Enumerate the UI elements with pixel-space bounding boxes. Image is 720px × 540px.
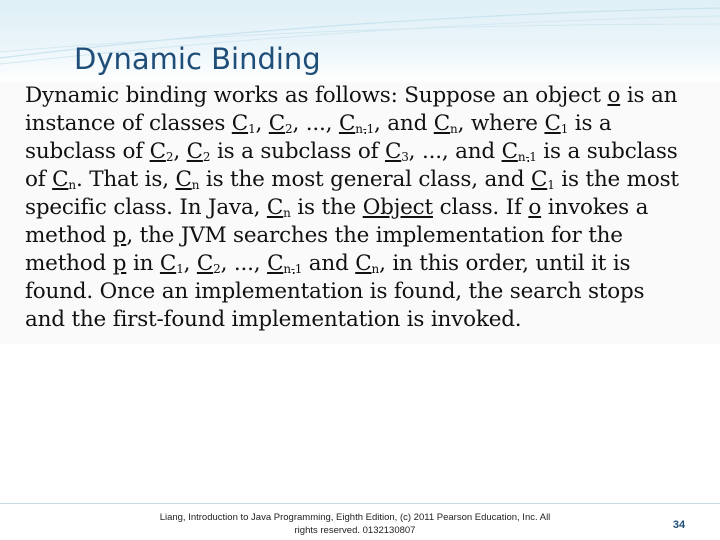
body-line: Dynamic binding works as follows: Suppose an object o is an — [25, 83, 678, 108]
page-number: 34 — [672, 519, 686, 531]
footer-line: rights reserved. 0132130807 — [294, 525, 416, 536]
slide-body — [25, 82, 715, 334]
body-line: found. Once an implementation is found, the search stops — [25, 279, 645, 304]
body-line: and the first-found implementation is invoked. — [25, 307, 522, 332]
footer-divider — [0, 503, 720, 504]
body-line: of $C_n$. That is, $C_n$ is the most general class, and $C_1$ is the most — [25, 167, 679, 192]
slide-title: Dynamic Binding — [74, 42, 321, 76]
footer-line: Liang, Introduction to Java Programming, Eighth Edition, (c) 2011 Pearson Education, Inc. All — [159, 512, 551, 523]
body-line: specific class. In Java, $C_n$ is the Object class. If o invokes a — [25, 195, 649, 220]
body-line: method p, the JVM searches the implementation for the — [25, 223, 623, 248]
body-line: subclass of $C_2$, $C_2$ is a subclass of $C_3$, ..., and $C_{n-1}$ is a subclass — [25, 139, 678, 164]
body-line: instance of classes $C_1$, $C_2$, ..., $C_{n-1}$, and $C_n$, where $C_1$ is a — [25, 111, 612, 136]
footer-copyright — [140, 511, 570, 537]
body-line: method p in $C_1$, $C_2$, ..., $C_{n-1}$ and $C_n$, in this order, until it is — [25, 251, 631, 276]
